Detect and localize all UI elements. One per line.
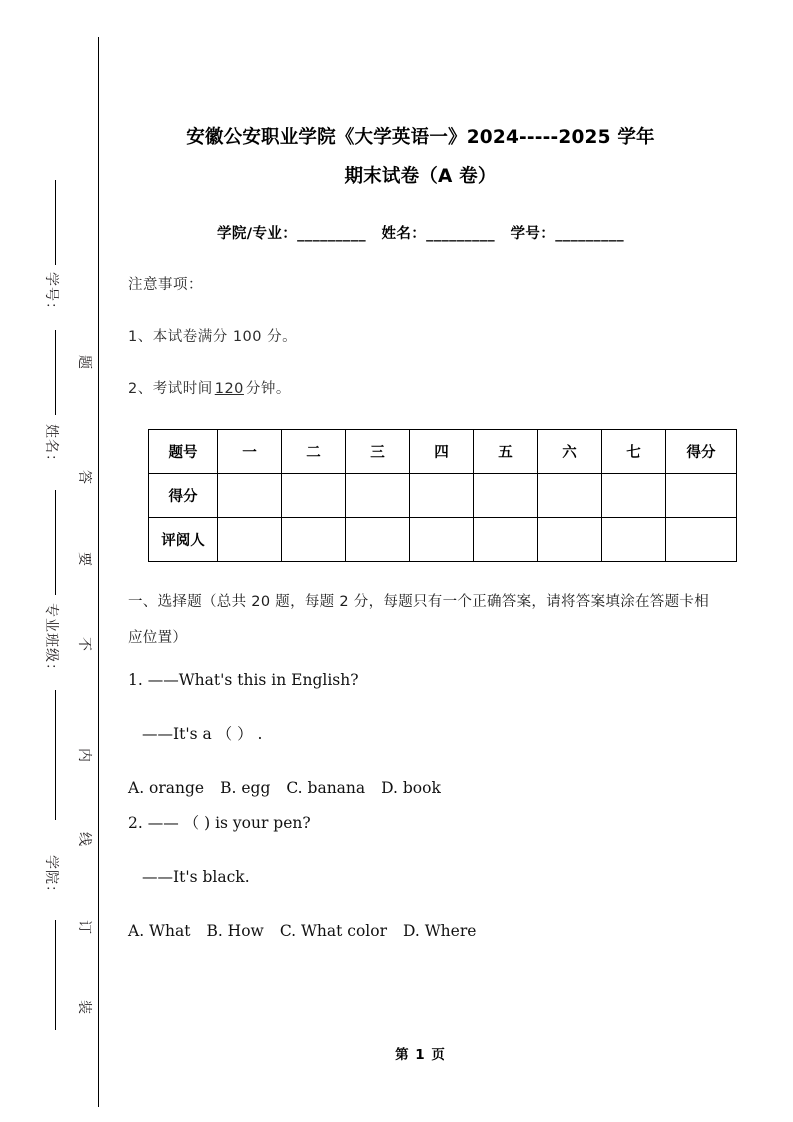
page-title-line-2: 期末试卷（A 卷） (344, 166, 497, 187)
page-footer: 第 1 页 (395, 1047, 446, 1063)
question-2-prompt-text: —— （ ) is your pen? (147, 814, 311, 832)
score-cell-3[interactable] (346, 474, 410, 518)
name-label: 姓名： (381, 226, 427, 242)
score-cell-1[interactable] (218, 474, 282, 518)
question-2-option-b[interactable]: B. How (206, 922, 264, 940)
question-1-response: ——It's a （ ） . (142, 725, 263, 743)
table-row-scores (149, 474, 737, 518)
question-2-option-d[interactable]: D. Where (403, 922, 477, 940)
margin-label-department: 学院： (43, 855, 59, 900)
notices-heading: 注意事项： (128, 277, 203, 293)
student-id-blank[interactable]: _________ (555, 226, 625, 242)
binding-inner-rule (98, 37, 99, 1107)
margin-notice-char-8: 装 (76, 1000, 92, 1014)
notices-block (128, 273, 713, 398)
notice-item-1: 1、本试卷满分 100 分。 (128, 329, 298, 345)
binding-outer-rule-segment-3 (55, 490, 56, 595)
question-2-number: 2. (128, 814, 143, 832)
department-blank[interactable]: _________ (297, 226, 367, 242)
exam-duration-value: 120 (214, 381, 244, 397)
name-blank[interactable]: _________ (426, 226, 496, 242)
margin-notice-char-1: 题 (76, 355, 92, 369)
question-2-prompt (128, 812, 713, 834)
margin-notice-char-3: 要 (76, 552, 92, 566)
margin-notice-char-4: 不 (76, 637, 92, 651)
notice-item-2 (128, 377, 713, 398)
reviewer-cell-2[interactable] (282, 518, 346, 562)
binding-outer-rule-segment-5 (55, 920, 56, 1030)
notice-item-2-suffix: 分钟。 (245, 381, 291, 397)
table-row-reviewers (149, 518, 737, 562)
section-heading-multiple-choice: 一、选择题（总共 20 题，每题 2 分，每题只有一个正确答案，请将答案填涂在答题卡相应位置） (128, 594, 710, 646)
question-2-response: ——It's black. (142, 868, 250, 886)
question-1-prompt-text: ——What's this in English? (147, 671, 359, 689)
margin-notice-char-6: 线 (76, 832, 92, 846)
exam-paper-content (128, 0, 716, 1122)
question-1-option-d[interactable]: D. book (381, 779, 441, 797)
question-1-option-c[interactable]: C. banana (286, 779, 366, 797)
reviewer-cell-3[interactable] (346, 518, 410, 562)
reviewer-cell-4[interactable] (410, 518, 474, 562)
department-label: 学院/专业： (216, 226, 298, 242)
margin-label-class: 专业班级： (43, 603, 59, 678)
binding-outer-rule-segment-2 (55, 330, 56, 415)
score-table-column-2: 二 (282, 430, 346, 474)
score-cell-total[interactable] (666, 474, 737, 518)
reviewer-cell-1[interactable] (218, 518, 282, 562)
question-1-option-a[interactable]: A. orange (128, 779, 205, 797)
score-table-row-label-2: 评阅人 (149, 518, 218, 562)
student-id-label: 学号： (510, 226, 556, 242)
student-info-line (128, 222, 713, 243)
score-table-column-3: 三 (346, 430, 410, 474)
score-table (148, 429, 737, 562)
notice-item-2-prefix: 2、考试时间 (128, 381, 213, 397)
score-cell-4[interactable] (410, 474, 474, 518)
score-cell-6[interactable] (538, 474, 602, 518)
reviewer-cell-7[interactable] (602, 518, 666, 562)
reviewer-cell-total[interactable] (666, 518, 737, 562)
margin-label-student-id: 学号： (43, 272, 59, 317)
margin-notice-char-7: 订 (76, 920, 92, 934)
binding-margin (0, 0, 110, 1122)
page-title-line-1: 安徽公安职业学院《大学英语一》2024-----2025 学年 (186, 127, 655, 148)
reviewer-cell-6[interactable] (538, 518, 602, 562)
reviewer-cell-5[interactable] (474, 518, 538, 562)
question-item (128, 812, 713, 942)
score-table-column-4: 四 (410, 430, 474, 474)
question-1-options (128, 777, 713, 799)
score-table-row-label-1: 得分 (149, 474, 218, 518)
score-cell-2[interactable] (282, 474, 346, 518)
binding-outer-rule-segment-1 (55, 180, 56, 265)
question-1-option-b[interactable]: B. egg (220, 779, 271, 797)
binding-outer-rule-segment-4 (55, 690, 56, 820)
score-table-column-7: 七 (602, 430, 666, 474)
score-table-column-1: 一 (218, 430, 282, 474)
score-cell-5[interactable] (474, 474, 538, 518)
question-1-number: 1. (128, 671, 143, 689)
margin-notice-char-2: 答 (76, 470, 92, 484)
margin-label-name: 姓名： (43, 424, 59, 469)
score-table-row-label-0: 题号 (149, 430, 218, 474)
question-2-options (128, 920, 713, 942)
score-table-column-total: 得分 (666, 430, 737, 474)
margin-notice-char-5: 内 (76, 748, 92, 762)
question-item (128, 669, 713, 799)
score-table-column-5: 五 (474, 430, 538, 474)
score-cell-7[interactable] (602, 474, 666, 518)
question-2-option-c[interactable]: C. What color (279, 922, 387, 940)
score-table-column-6: 六 (538, 430, 602, 474)
question-1-prompt (128, 669, 713, 691)
page-title (128, 0, 713, 196)
question-2-option-a[interactable]: A. What (128, 922, 191, 940)
table-row-header (149, 430, 737, 474)
